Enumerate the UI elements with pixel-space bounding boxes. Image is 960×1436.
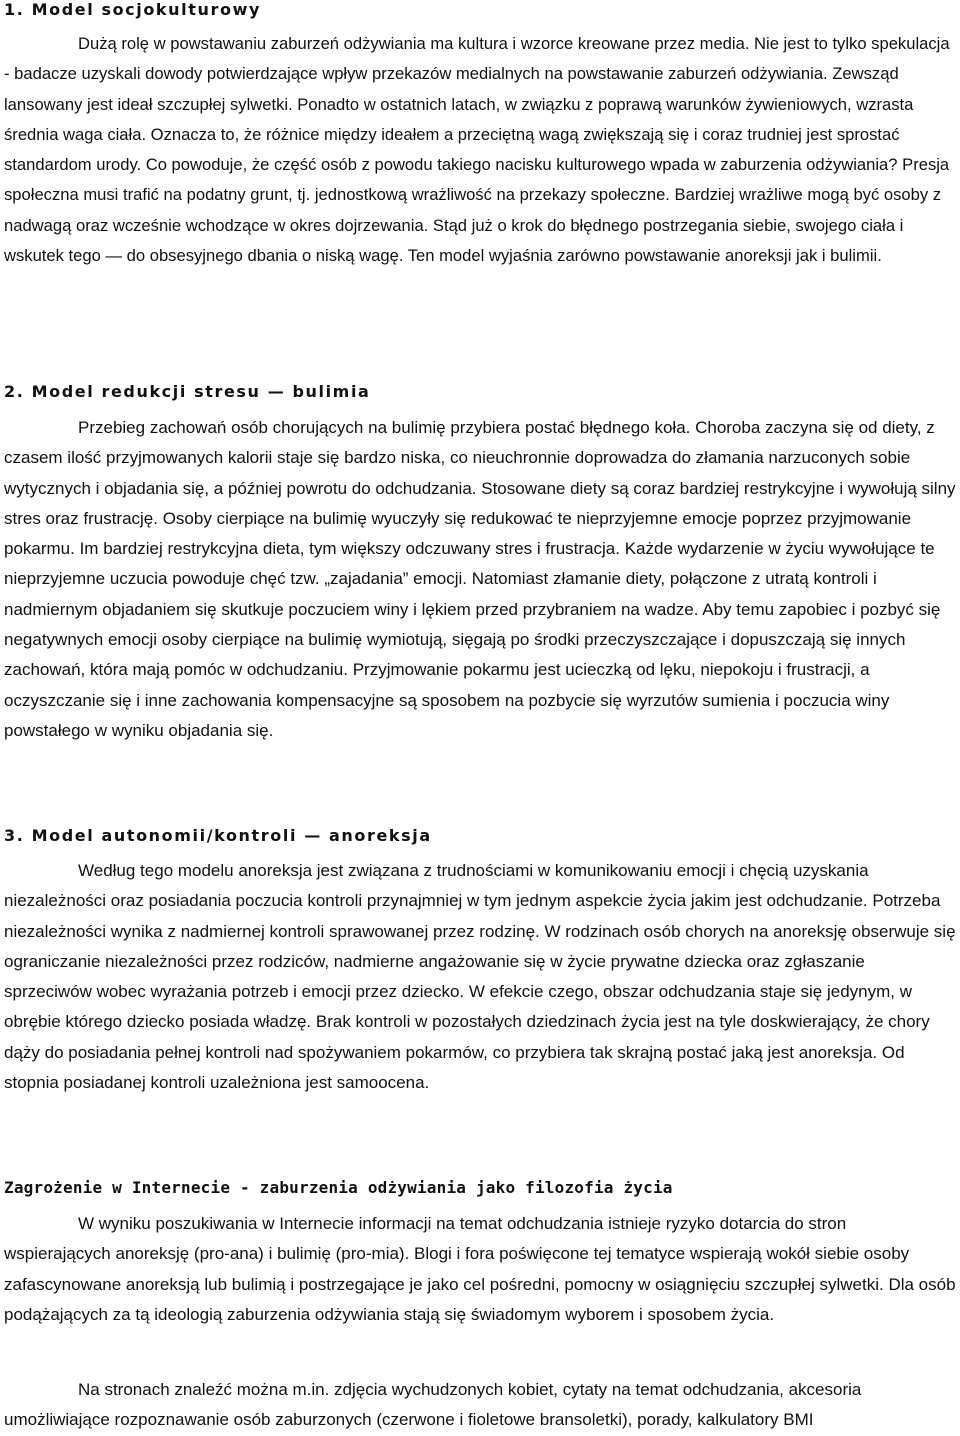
section-heading-sociocultural-model: 1. Model socjokulturowy <box>4 0 261 19</box>
section-paragraph <box>4 856 956 1098</box>
section-paragraph <box>4 1375 956 1436</box>
section-paragraph <box>4 29 954 271</box>
section-heading-stress-reduction-model: 2. Model redukcji stresu — bulimia <box>4 382 371 401</box>
paragraph-text: Przebieg zachowań osób chorujących na bulimię przybiera postać błędnego koła. Choroba zaczyna się od diety, z czasem ilość przyjmowanych kalorii staje się bardzo niska, co nieuchronnie doprowadza do złamania narzuconych sobie wytycznych i objadania się, a później powrotu do odchudzania. Stosowane diety są coraz bardziej restrykcyjne i wywołują silny stres oraz frustrację. Osoby cierpiące na bulimię wyuczyły się redukować te nieprzyjemne emocje poprzez przyjmowanie pokarmu. Im bardziej restrykcyjna dieta, tym większy odczuwany stres i frustracja. Każde wydarzenie w życiu wywołujące te nieprzyjemne uczucia powoduje chęć tzw. „zajadania” emocji. Natomiast złamanie diety, połączone z utratą kontroli i nadmiernym objadaniem się skutkuje poczuciem winy i lękiem przed przybraniem na wadze. Aby temu zapobiec i pozbyć się negatywnych emocji osoby cierpiące na bulimię wymiotują, sięgają po środki przeczyszczające i dopuszczają się innych zachowań, która mają pomóc w odchudzaniu. Przyjmowanie pokarmu jest ucieczką od lęku, niepokoju i frustracji, a oczyszczanie się i inne zachowania kompensacyjne są sposobem na pozbycie się wyrzutów sumienia i poczucia winy powstałego w wyniku objadania się. <box>4 418 956 740</box>
section-paragraph <box>4 413 956 746</box>
paragraph-text: Dużą rolę w powstawaniu zaburzeń odżywiania ma kultura i wzorce kreowane przez media. Nie jest to tylko spekulacja - badacze uzyskali dowody potwierdzające wpływ przekazów medialnych na powstawanie zaburzeń odżywiania. Zewsząd lansowany jest ideał szczupłej sylwetki. Ponadto w ostatnich latach, w związku z poprawą warunków żywieniowych, wzrasta średnia waga ciała. Oznacza to, że różnice między ideałem a przeciętną wagą zwiększają się i coraz trudniej jest sprostać standardom urody. Co powoduje, że część osób z powodu takiego nacisku kulturowego wpada w zaburzenia odżywiania? Presja społeczna musi trafić na podatny grunt, tj. jednostkową wrażliwość na przekazy społeczne. Bardziej wrażliwe mogą być osoby z nadwagą oraz wcześnie wchodzące w okres dojrzewania. Stąd już o krok do błędnego postrzegania siebie, swojego ciała i wskutek tego — do obsesyjnego dbania o niską wagę. Ten model wyjaśnia zarówno powstawanie anoreksji jak i bulimii. <box>4 34 950 266</box>
paragraph-text: W wyniku poszukiwania w Internecie informacji na temat odchudzania istnieje ryzyko dotarcia do stron wspierających anoreksję (pro-ana) i bulimię (pro-mia). Blogi i fora poświęcone tej tematyce wspierają wokół siebie osoby zafascynowane anoreksją lub bulimią i postrzegające je jako cel pośredni, pomocny w osiągnięciu szczupłej sylwetki. Dla osób podążających za tą ideologią zaburzenia odżywiania stają się świadomym wyborem i sposobem życia. <box>4 1214 956 1324</box>
section-paragraph <box>4 1209 956 1330</box>
section-heading-autonomy-control-model: 3. Model autonomii/kontroli — anoreksja <box>4 826 432 845</box>
paragraph-text: Na stronach znaleźć można m.in. zdjęcia wychudzonych kobiet, cytaty na temat odchudzania, akcesoria umożliwiające rozpoznawanie osób zaburzonych (czerwone i fioletowe bransoletki), porady, kalkulatory BMI <box>4 1380 862 1430</box>
section-heading-internet-threat: Zagrożenie w Internecie - zaburzenia odżywiania jako filozofia życia <box>4 1178 673 1197</box>
paragraph-text: Według tego modelu anoreksja jest związana z trudnościami w komunikowaniu emocji i chęcią uzyskania niezależności oraz posiadania poczucia kontroli przynajmniej w tym jednym aspekcie życia jakim jest odchudzanie. Potrzeba niezależności wynika z nadmiernej kontroli sprawowanej przez rodzinę. W rodzinach osób chorych na anoreksję obserwuje się ograniczanie niezależności przez rodziców, nadmierne angażowanie się w życie prywatne dziecka oraz zgłaszanie sprzeciwów wobec wyrażania potrzeb i emocji przez dziecko. W efekcie czego, obszar odchudzania staje się jedynym, w obrębie którego dziecko posiada władzę. Brak kontroli w pozostałych dziedzinach życia jest na tyle doskwierający, że chory dąży do posiadania pełnej kontroli nad spożywaniem pokarmów, co przybiera tak skrajną postać jaką jest anoreksja. Od stopnia posiadanej kontroli uzależniona jest samoocena. <box>4 861 956 1093</box>
